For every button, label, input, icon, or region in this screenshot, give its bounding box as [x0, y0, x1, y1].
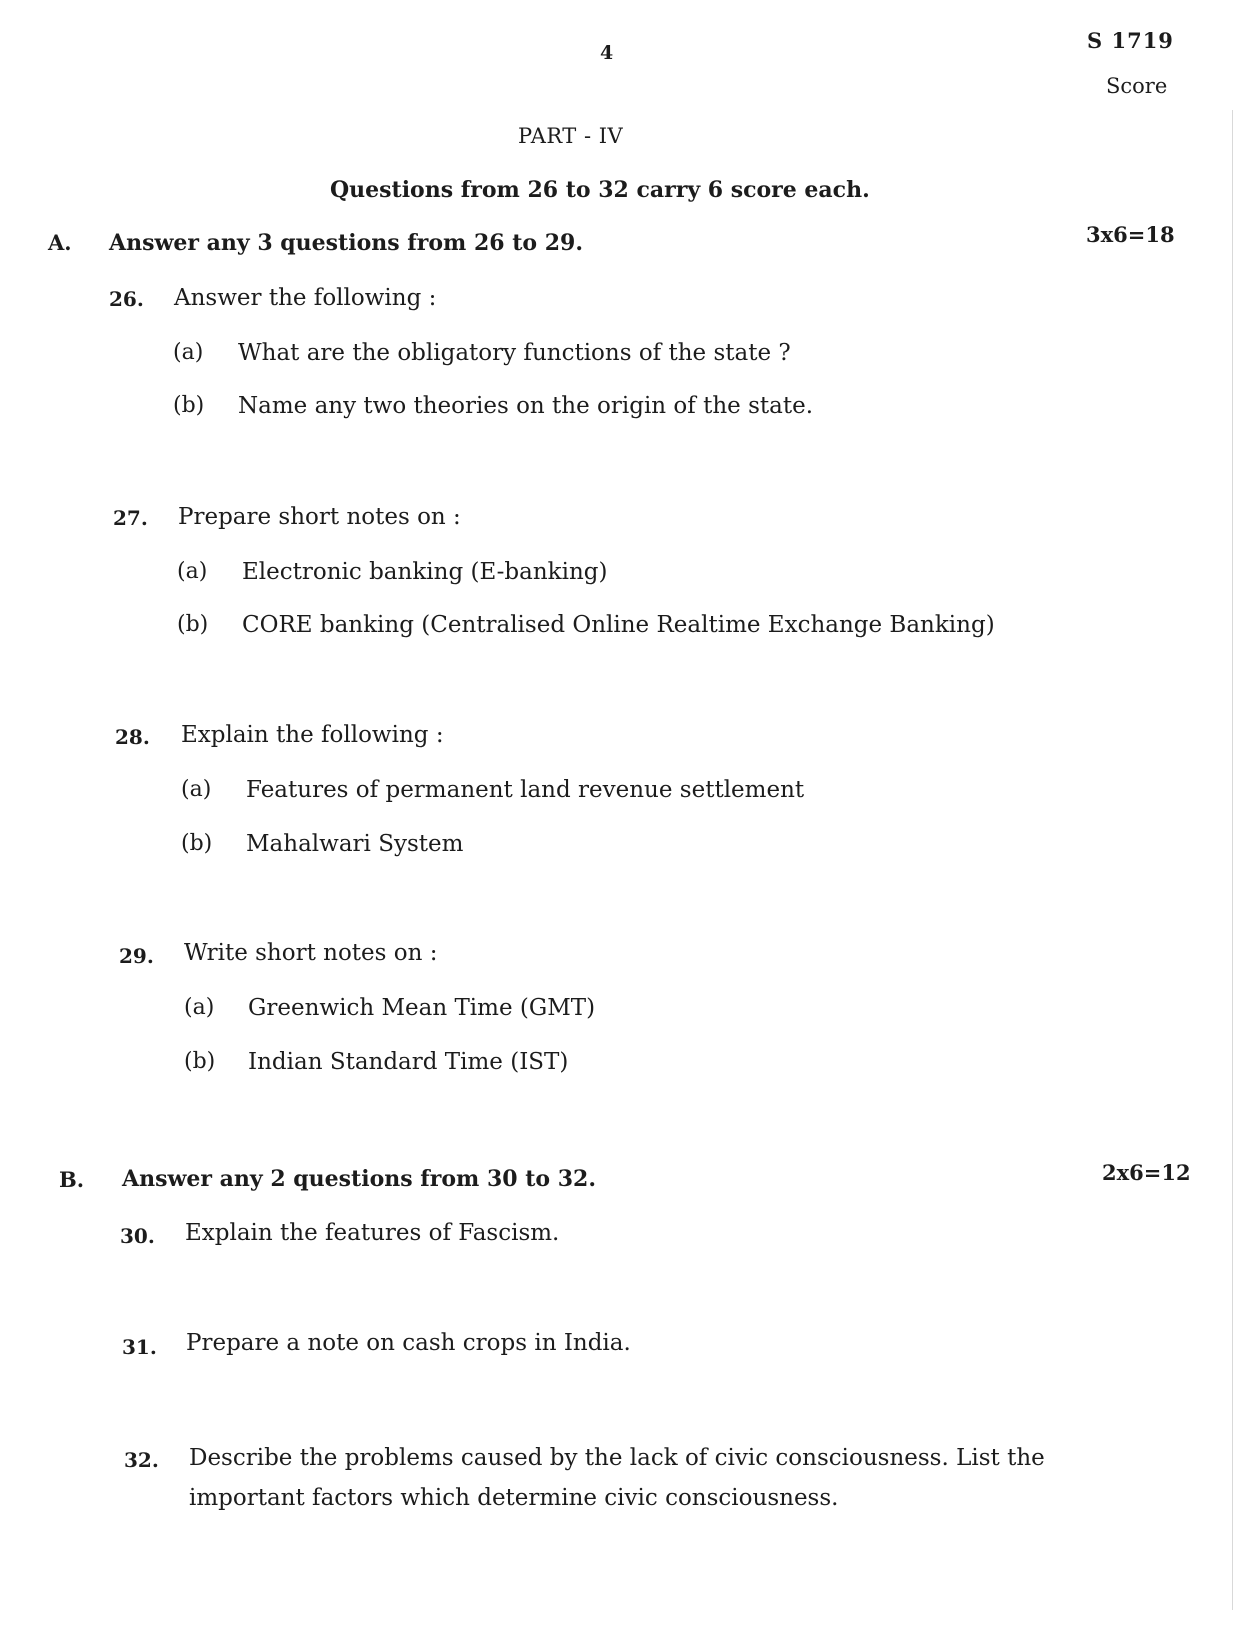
- question-text: Write short notes on :: [184, 940, 438, 966]
- section-a-letter: A.: [48, 230, 72, 255]
- sub-question-text: Features of permanent land revenue settlement: [246, 777, 805, 803]
- sub-question-label: (a): [173, 340, 204, 365]
- sub-question-label: (a): [181, 777, 212, 802]
- question-number: 29.: [119, 944, 154, 968]
- paper-code: S 1719: [1087, 28, 1174, 53]
- question-number: 27.: [113, 506, 148, 530]
- question-text: Answer the following :: [174, 285, 437, 311]
- question-text: Prepare a note on cash crops in India.: [186, 1330, 631, 1356]
- sub-question-text: Name any two theories on the origin of the state.: [238, 393, 813, 419]
- sub-question-text: Electronic banking (E-banking): [242, 559, 608, 585]
- section-b-instruction: Answer any 2 questions from 30 to 32.: [122, 1166, 596, 1192]
- question-text: Describe the problems caused by the lack of civic consciousness. List the important factors which determine civic consciousness.: [189, 1445, 1045, 1511]
- section-a-marks: 3x6=18: [1086, 222, 1175, 247]
- sub-question-text: Mahalwari System: [246, 831, 464, 857]
- sub-question-text: Greenwich Mean Time (GMT): [248, 995, 596, 1021]
- question-number: 31.: [122, 1335, 157, 1359]
- sub-question-label: (b): [184, 1049, 216, 1074]
- sub-question-text: CORE banking (Centralised Online Realtime Exchange Banking): [242, 612, 995, 638]
- sub-question-label: (b): [181, 831, 213, 856]
- part-title: PART - IV: [518, 124, 624, 148]
- section-b-marks: 2x6=12: [1102, 1160, 1191, 1185]
- score-column-heading: Score: [1106, 74, 1168, 98]
- section-a-instruction: Answer any 3 questions from 26 to 29.: [109, 230, 583, 256]
- sub-question-label: (b): [177, 612, 209, 637]
- question-number: 30.: [120, 1224, 155, 1248]
- sub-question-label: (a): [184, 995, 215, 1020]
- question-text: Explain the features of Fascism.: [185, 1220, 560, 1246]
- question-number: 28.: [115, 725, 150, 749]
- sub-question-text: What are the obligatory functions of the state ?: [238, 340, 791, 366]
- question-number: 26.: [109, 287, 144, 311]
- section-b-letter: B.: [59, 1167, 85, 1192]
- sub-question-label: (a): [177, 559, 208, 584]
- sub-question-text: Indian Standard Time (IST): [248, 1049, 569, 1075]
- question-text: Prepare short notes on :: [178, 504, 461, 530]
- question-number: 32.: [124, 1448, 159, 1472]
- margin-rule: [1232, 110, 1233, 1610]
- part-instruction: Questions from 26 to 32 carry 6 score each.: [330, 177, 870, 203]
- sub-question-label: (b): [173, 393, 205, 418]
- page-number: 4: [600, 42, 614, 64]
- question-text: Explain the following :: [181, 722, 444, 748]
